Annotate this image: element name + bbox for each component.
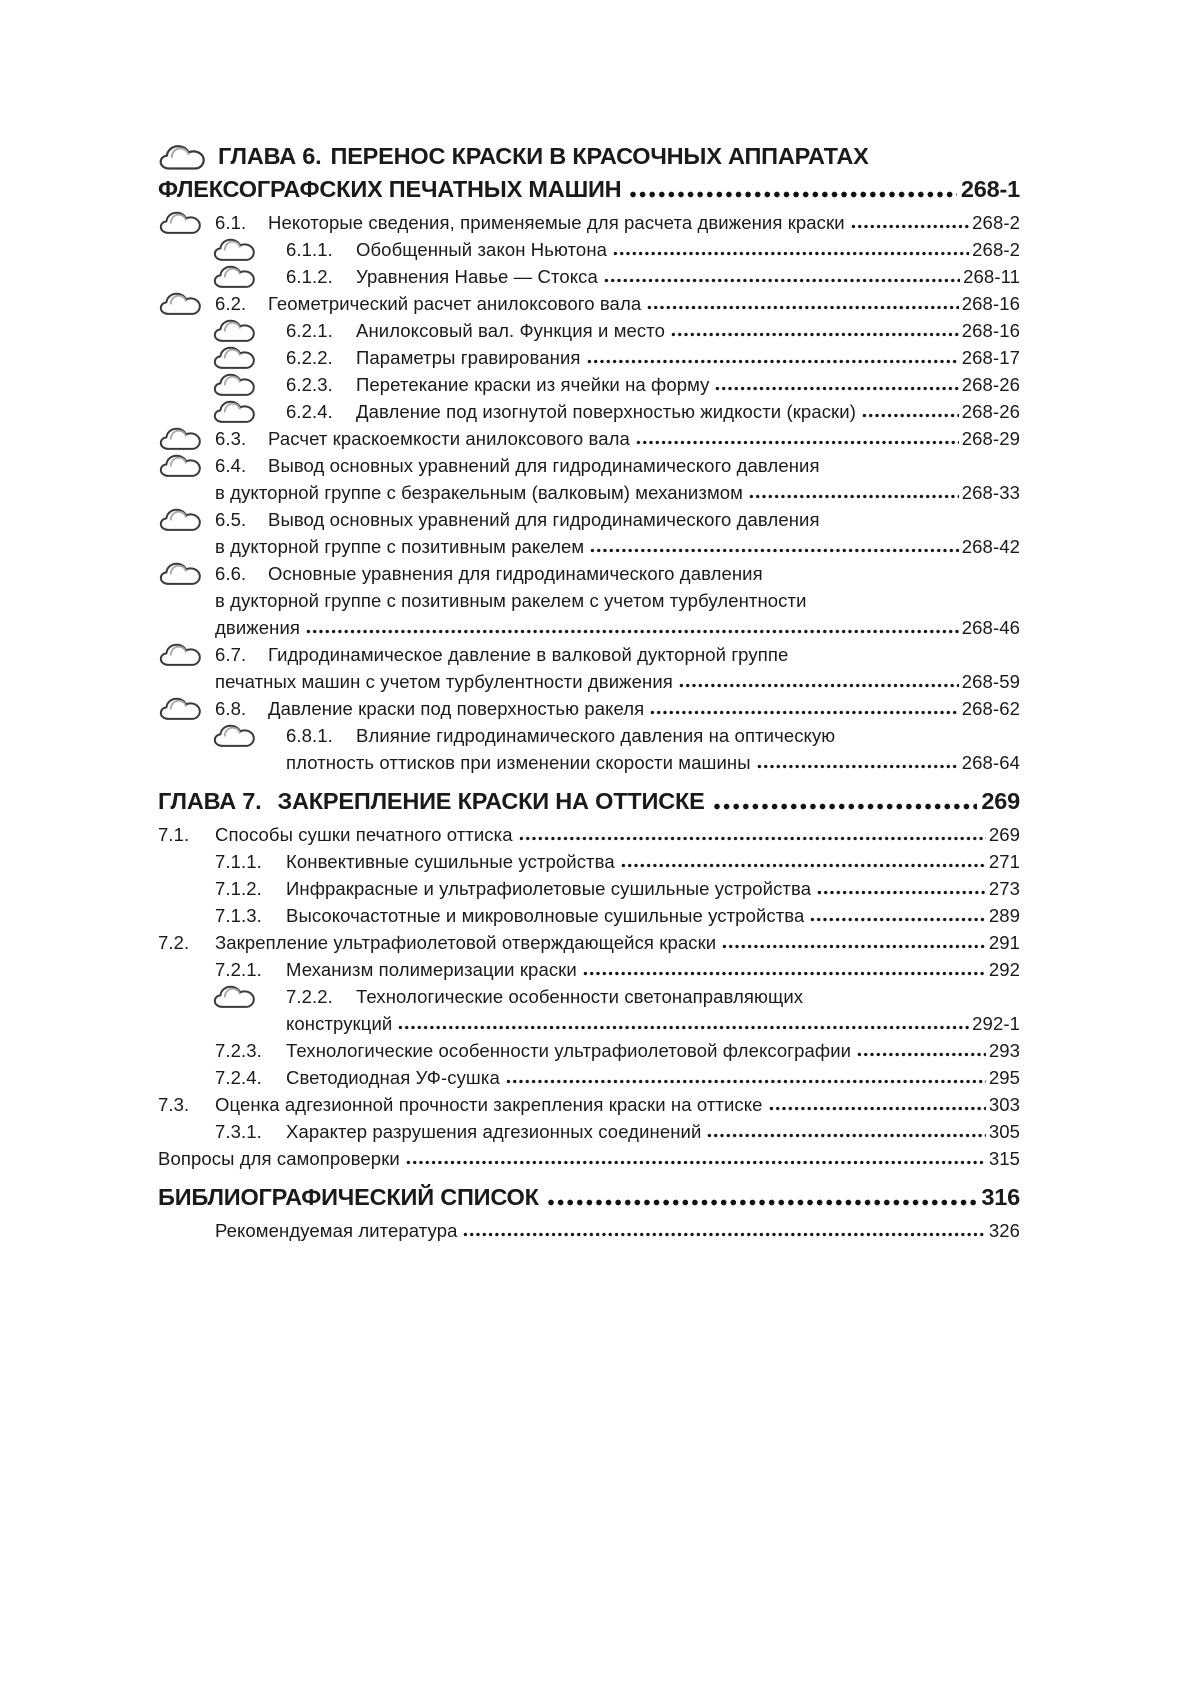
entry-title: Рекомендуемая литература — [215, 1220, 458, 1241]
dot-leader — [769, 1105, 986, 1112]
entry-title: движения — [215, 617, 300, 638]
toc-row — [158, 506, 1020, 533]
page-number: 273 — [988, 878, 1020, 899]
section-number: 6.7. — [215, 644, 247, 665]
page-number: 316 — [981, 1184, 1020, 1210]
cloud-icon — [158, 208, 215, 237]
dot-leader — [650, 709, 958, 716]
cloud-icon — [212, 343, 286, 372]
page-number: 289 — [988, 905, 1020, 926]
toc-row — [158, 983, 1020, 1010]
cloud-icon — [212, 235, 286, 264]
page-number: 268-33 — [961, 482, 1020, 503]
cloud-icon — [158, 289, 215, 318]
toc-row — [158, 290, 1020, 317]
entry-title: Давление краски под поверхностью ракеля — [268, 698, 645, 719]
entry-title: ЗАКРЕПЛЕНИЕ КРАСКИ НА ОТТИСКЕ — [277, 788, 705, 814]
page-number: 268-42 — [961, 536, 1020, 557]
page-number: 295 — [988, 1067, 1020, 1088]
section-number: 6.1.1. — [286, 239, 333, 260]
cloud-icon — [212, 316, 286, 345]
dot-leader — [713, 802, 978, 811]
section-number: 7.2. — [158, 932, 190, 953]
entry-title: Характер разрушения адгезионных соединений — [286, 1121, 702, 1142]
cloud-icon — [212, 262, 286, 291]
toc-row — [158, 749, 1020, 776]
cloud-icon — [158, 424, 215, 453]
page-number: 315 — [988, 1148, 1020, 1169]
dot-leader — [715, 385, 958, 392]
page-number: 268-1 — [960, 176, 1020, 202]
dot-leader — [604, 277, 960, 284]
dot-leader — [398, 1024, 969, 1031]
section-number: 7.1.3. — [215, 905, 262, 926]
page-number: 292-1 — [972, 1013, 1020, 1034]
entry-title: Основные уравнения для гидродинамического давления — [268, 563, 763, 584]
dot-leader — [547, 1198, 978, 1207]
section-number: 6.2. — [215, 293, 247, 314]
toc-row — [158, 1145, 1020, 1172]
dot-leader — [722, 943, 986, 950]
entry-title: Гидродинамическое давление в валковой дукторной группе — [268, 644, 789, 665]
entry-title: Уравнения Навье — Стокса — [356, 266, 598, 287]
section-number: 7.2.3. — [215, 1040, 262, 1061]
cloud-icon — [158, 640, 215, 669]
section-number: 6.8. — [215, 698, 247, 719]
cloud-icon — [212, 397, 286, 426]
cloud-icon — [212, 721, 286, 750]
entry-title: плотность оттисков при изменении скорости машины — [286, 752, 751, 773]
cloud-icon — [158, 694, 215, 723]
page-number: 271 — [988, 851, 1020, 872]
section-number: 6.2.1. — [286, 320, 333, 341]
dot-leader — [647, 304, 959, 311]
entry-title: Технологические особенности светонаправляющих — [356, 986, 804, 1007]
toc-row — [158, 425, 1020, 452]
cloud-icon — [158, 141, 218, 173]
section-number: 6.1. — [215, 212, 247, 233]
toc-row — [158, 140, 1020, 173]
dot-leader — [679, 682, 959, 689]
entry-title: конструкций — [286, 1013, 393, 1034]
toc-row — [158, 641, 1020, 668]
entry-title: в дукторной группе с позитивным ракелем — [215, 536, 585, 557]
toc-row — [158, 1217, 1020, 1244]
toc-row — [158, 1118, 1020, 1145]
entry-title: Вывод основных уравнений для гидродинамического давления — [268, 509, 820, 530]
entry-title: БИБЛИОГРАФИЧЕСКИЙ СПИСОК — [158, 1184, 539, 1210]
toc-row — [158, 929, 1020, 956]
page-number: 268-46 — [961, 617, 1020, 638]
page-number: 268-2 — [972, 239, 1020, 260]
entry-title: Конвективные сушильные устройства — [286, 851, 615, 872]
dot-leader — [810, 916, 985, 923]
section-number: 7.2.4. — [215, 1067, 262, 1088]
entry-title: ФЛЕКСОГРАФСКИХ ПЕЧАТНЫХ МАШИН — [158, 176, 622, 202]
toc-row — [158, 956, 1020, 983]
toc-row — [158, 722, 1020, 749]
dot-leader — [629, 190, 956, 199]
cloud-icon — [212, 982, 286, 1011]
toc-row — [158, 533, 1020, 560]
page-number: 268-11 — [963, 266, 1020, 287]
dot-leader — [851, 223, 970, 230]
section-number: 6.2.2. — [286, 347, 333, 368]
section-number: 7.1.2. — [215, 878, 262, 899]
section-number: 7.3. — [158, 1094, 190, 1115]
section-number: 6.3. — [215, 428, 247, 449]
entry-title: в дукторной группе с безракельным (валковым) механизмом — [215, 482, 743, 503]
dot-leader — [707, 1132, 985, 1139]
entry-title: Высокочастотные и микроволновые сушильные устройства — [286, 905, 805, 926]
page-number: 269 — [981, 788, 1020, 814]
page-number: 268-26 — [961, 401, 1020, 422]
cloud-icon — [158, 505, 215, 534]
toc-row — [158, 902, 1020, 929]
toc-row — [158, 821, 1020, 848]
entry-title: Вопросы для самопроверки — [158, 1148, 400, 1169]
toc-row — [158, 1181, 1020, 1214]
dot-leader — [463, 1231, 985, 1238]
entry-title: Давление под изогнутой поверхностью жидкости (краски) — [356, 401, 856, 422]
page-number: 268-64 — [961, 752, 1020, 773]
section-number: 7.2.2. — [286, 986, 333, 1007]
dot-leader — [406, 1159, 986, 1166]
toc-row — [158, 785, 1020, 818]
toc-row — [158, 398, 1020, 425]
page-number: 268-62 — [961, 698, 1020, 719]
page-number: 292 — [988, 959, 1020, 980]
dot-leader — [621, 862, 986, 869]
entry-title: Обобщенный закон Ньютона — [356, 239, 608, 260]
dot-leader — [749, 493, 959, 500]
dot-leader — [590, 547, 959, 554]
page-number: 305 — [988, 1121, 1020, 1142]
dot-leader — [506, 1078, 986, 1085]
entry-title: Вывод основных уравнений для гидродинамического давления — [268, 455, 820, 476]
page-number: 269 — [988, 824, 1020, 845]
dot-leader — [671, 331, 959, 338]
entry-title: Инфракрасные и ультрафиолетовые сушильные устройства — [286, 878, 812, 899]
section-number: ГЛАВА 7. — [158, 788, 262, 814]
dot-leader — [306, 628, 959, 635]
dot-leader — [613, 250, 969, 257]
toc-row — [158, 1064, 1020, 1091]
entry-title: Способы сушки печатного оттиска — [215, 824, 513, 845]
table-of-contents — [0, 140, 1181, 1244]
entry-title: Параметры гравирования — [356, 347, 581, 368]
page-number: 268-16 — [961, 320, 1020, 341]
section-number: ГЛАВА 6. — [218, 143, 322, 169]
entry-title: Светодиодная УФ-сушка — [286, 1067, 500, 1088]
page-number: 268-2 — [972, 212, 1020, 233]
page-number: 268-26 — [961, 374, 1020, 395]
entry-title: в дукторной группе с позитивным ракелем с учетом турбулентности — [215, 590, 807, 611]
cloud-icon — [158, 451, 215, 480]
toc-row — [158, 1091, 1020, 1118]
toc-row — [158, 1010, 1020, 1037]
toc-row — [158, 614, 1020, 641]
toc-row — [158, 668, 1020, 695]
section-number: 7.3.1. — [215, 1121, 262, 1142]
page-number: 291 — [988, 932, 1020, 953]
toc-row — [158, 263, 1020, 290]
toc-row — [158, 1037, 1020, 1064]
section-number: 6.5. — [215, 509, 247, 530]
entry-title: печатных машин с учетом турбулентности движения — [215, 671, 673, 692]
section-number: 7.1. — [158, 824, 190, 845]
page-number: 268-59 — [961, 671, 1020, 692]
section-number: 6.4. — [215, 455, 247, 476]
entry-title: ПЕРЕНОС КРАСКИ В КРАСОЧНЫХ АППАРАТАХ — [330, 143, 869, 169]
toc-row — [158, 560, 1020, 587]
entry-title: Анилоксовый вал. Функция и место — [356, 320, 666, 341]
section-number: 7.1.1. — [215, 851, 262, 872]
toc-row — [158, 452, 1020, 479]
entry-title: Механизм полимеризации краски — [286, 959, 577, 980]
toc-row — [158, 344, 1020, 371]
cloud-icon — [158, 559, 215, 588]
toc-row — [158, 173, 1020, 206]
page-number: 268-17 — [961, 347, 1020, 368]
dot-leader — [857, 1051, 986, 1058]
toc-row — [158, 848, 1020, 875]
dot-leader — [862, 412, 959, 419]
entry-title: Технологические особенности ультрафиолетовой флексографии — [286, 1040, 852, 1061]
page-number: 268-29 — [961, 428, 1020, 449]
entry-title: Закрепление ультрафиолетовой отверждающейся краски — [215, 932, 717, 953]
entry-title: Влияние гидродинамического давления на оптическую — [356, 725, 836, 746]
toc-row — [158, 209, 1020, 236]
section-number: 7.2.1. — [215, 959, 262, 980]
toc-row — [158, 317, 1020, 344]
dot-leader — [636, 439, 959, 446]
entry-title: Геометрический расчет анилоксового вала — [268, 293, 642, 314]
section-number: 6.2.4. — [286, 401, 333, 422]
entry-title: Оценка адгезионной прочности закрепления краски на оттиске — [215, 1094, 763, 1115]
dot-leader — [757, 763, 959, 770]
toc-row — [158, 479, 1020, 506]
toc-row — [158, 875, 1020, 902]
toc-row — [158, 695, 1020, 722]
cloud-icon — [212, 370, 286, 399]
page-number: 268-16 — [961, 293, 1020, 314]
dot-leader — [817, 889, 986, 896]
toc-row — [158, 587, 1020, 614]
entry-title: Перетекание краски из ячейки на форму — [356, 374, 710, 395]
section-number: 6.8.1. — [286, 725, 333, 746]
section-number: 6.6. — [215, 563, 247, 584]
entry-title: Некоторые сведения, применяемые для расчета движения краски — [268, 212, 845, 233]
dot-leader — [587, 358, 959, 365]
page-number: 293 — [988, 1040, 1020, 1061]
dot-leader — [583, 970, 986, 977]
section-number: 6.2.3. — [286, 374, 333, 395]
dot-leader — [519, 835, 986, 842]
page-number: 303 — [988, 1094, 1020, 1115]
section-number: 6.1.2. — [286, 266, 333, 287]
page-number: 326 — [988, 1220, 1020, 1241]
entry-title: Расчет краскоемкости анилоксового вала — [268, 428, 630, 449]
toc-row — [158, 236, 1020, 263]
toc-row — [158, 371, 1020, 398]
